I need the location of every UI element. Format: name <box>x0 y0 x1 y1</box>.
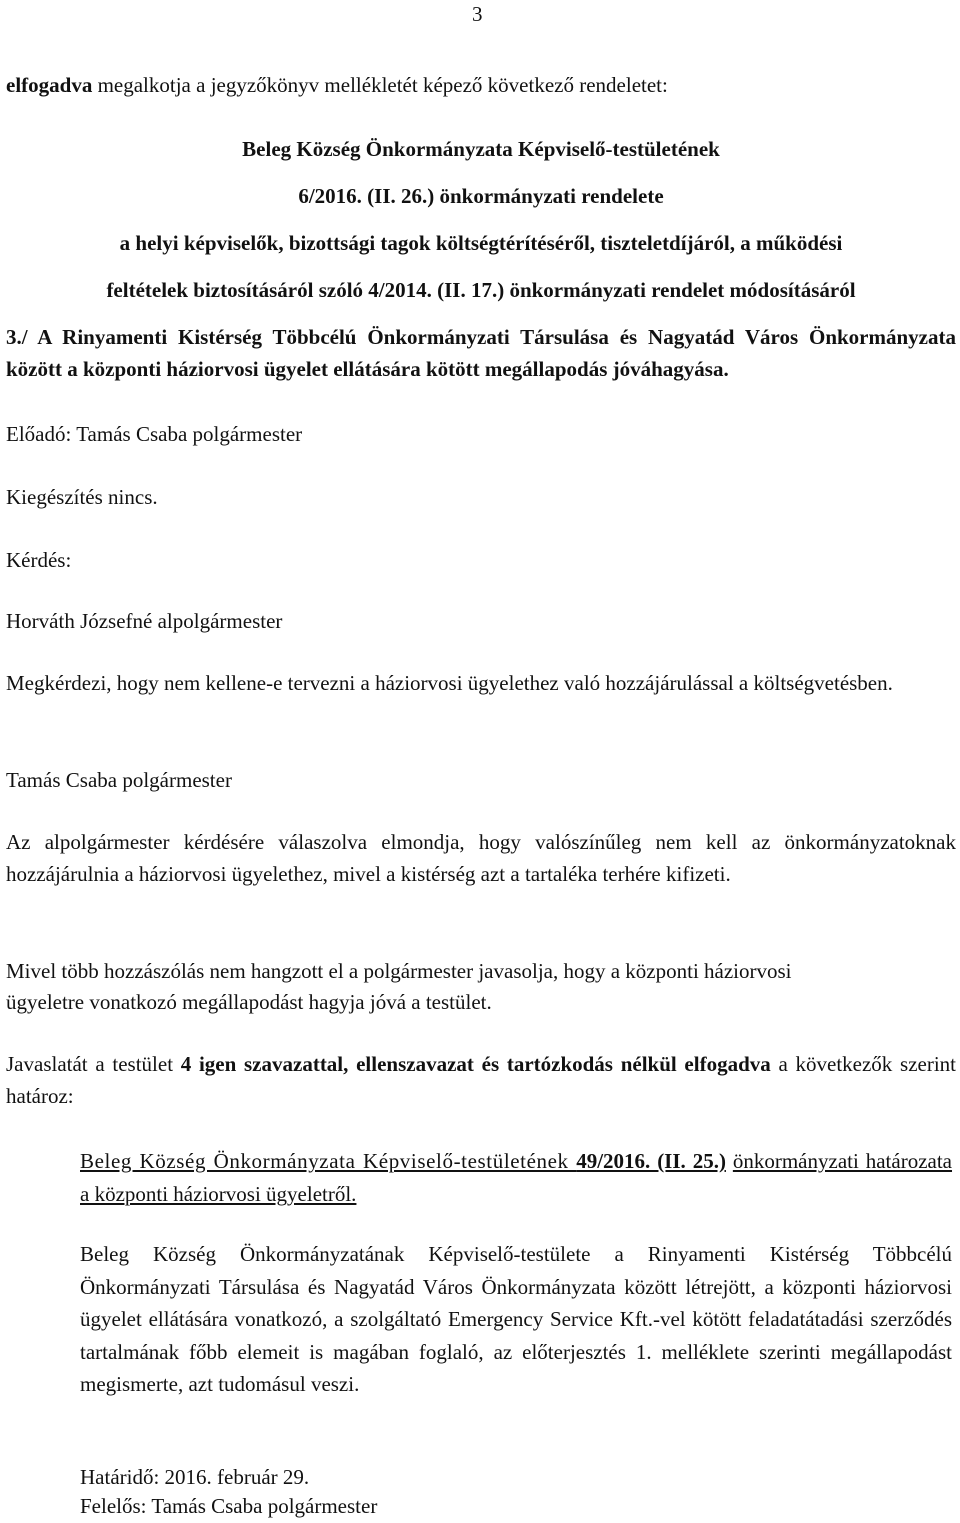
vote-pre: Javaslatát a testület <box>6 1052 181 1076</box>
page-number: 3 <box>472 2 483 26</box>
deputy-mayor-question: Megkérdezi, hogy nem kellene-e tervezni a háziorvosi ügyelethez való hozzájárulással a költségvetésben. <box>6 671 893 695</box>
deadline: Határidő: 2016. február 29. <box>80 1465 310 1489</box>
resolution-number: 49/2016. (II. 25.) <box>576 1149 726 1173</box>
resolution-title-part1: Beleg Község Önkormányzata Képviselő-testületének <box>80 1149 577 1173</box>
vote-post: a következők szerint határoz: <box>6 1052 956 1108</box>
agenda-item: 3./ A Rinyamenti Kistérség Többcélú Önkormányzati Társulása és Nagyatád Város Önkormányzata között a központi háziorvosi ügyelet ellátására kötött megállapodás jóváhagyása. <box>6 325 956 381</box>
resolution-body: Beleg Község Önkormányzatának Képviselő-testülete a Rinyamenti Kistérség Többcélú Önkormányzati Társulása és Nagyatád Város Önkormányzata között létrejött, a központi háziorvosi ügyelet ellátására vonatkozó, a szolgáltató Emergency Service Kft.-vel kötött feladatátadási szerződés tartalmának főbb elemeit is magában foglaló, az előterjesztés 1. melléklete szerinti megállapodást megismerte, azt tudomásul veszi. <box>80 1242 952 1396</box>
mayor-proposal-line1: Mivel több hozzászólás nem hangzott el a polgármester javasolja, hogy a központi háziorvosi <box>6 959 792 983</box>
ordinance-title-line1: Beleg Község Önkormányzata Képviselő-testületének <box>242 137 720 161</box>
responsible: Felelős: Tamás Csaba polgármester <box>80 1494 378 1518</box>
intro-paragraph <box>6 69 956 101</box>
intro-text: megalkotja a jegyzőkönyv mellékletét képező következő rendeletet: <box>92 73 668 97</box>
vote-paragraph <box>6 1049 956 1112</box>
no-addition: Kiegészítés nincs. <box>6 485 158 509</box>
ordinance-title-line3: a helyi képviselők, bizottsági tagok költségtérítéséről, tiszteletdíjáról, a működési <box>119 231 843 255</box>
vote-result: 4 igen szavazattal, ellenszavazat és tartózkodás nélkül elfogadva <box>180 1052 771 1076</box>
presenter: Előadó: Tamás Csaba polgármester <box>6 422 303 446</box>
question-label: Kérdés: <box>6 548 72 572</box>
ordinance-title-line2: 6/2016. (II. 26.) önkormányzati rendelete <box>298 184 664 208</box>
mayor-answer: Az alpolgármester kérdésére válaszolva elmondja, hogy valószínűleg nem kell az önkormányzatoknak hozzájárulnia a háziorvosi ügyelethez, mivel a kistérség azt a tartaléka terhére kifizeti. <box>6 830 956 886</box>
intro-bold: elfogadva <box>6 73 93 97</box>
resolution-title <box>80 1145 952 1210</box>
speaker-deputy-mayor: Horváth Józsefné alpolgármester <box>6 609 283 633</box>
speaker-mayor: Tamás Csaba polgármester <box>6 768 232 792</box>
resolution-title-part2: önkormányzati határozata a központi háziorvosi ügyeletről. <box>80 1149 953 1206</box>
ordinance-title-line4: feltételek biztosításáról szóló 4/2014. (II. 17.) önkormányzati rendelet módosításáról <box>106 278 856 302</box>
mayor-proposal-line2: ügyeletre vonatkozó megállapodást hagyja jóvá a testület. <box>6 990 492 1014</box>
